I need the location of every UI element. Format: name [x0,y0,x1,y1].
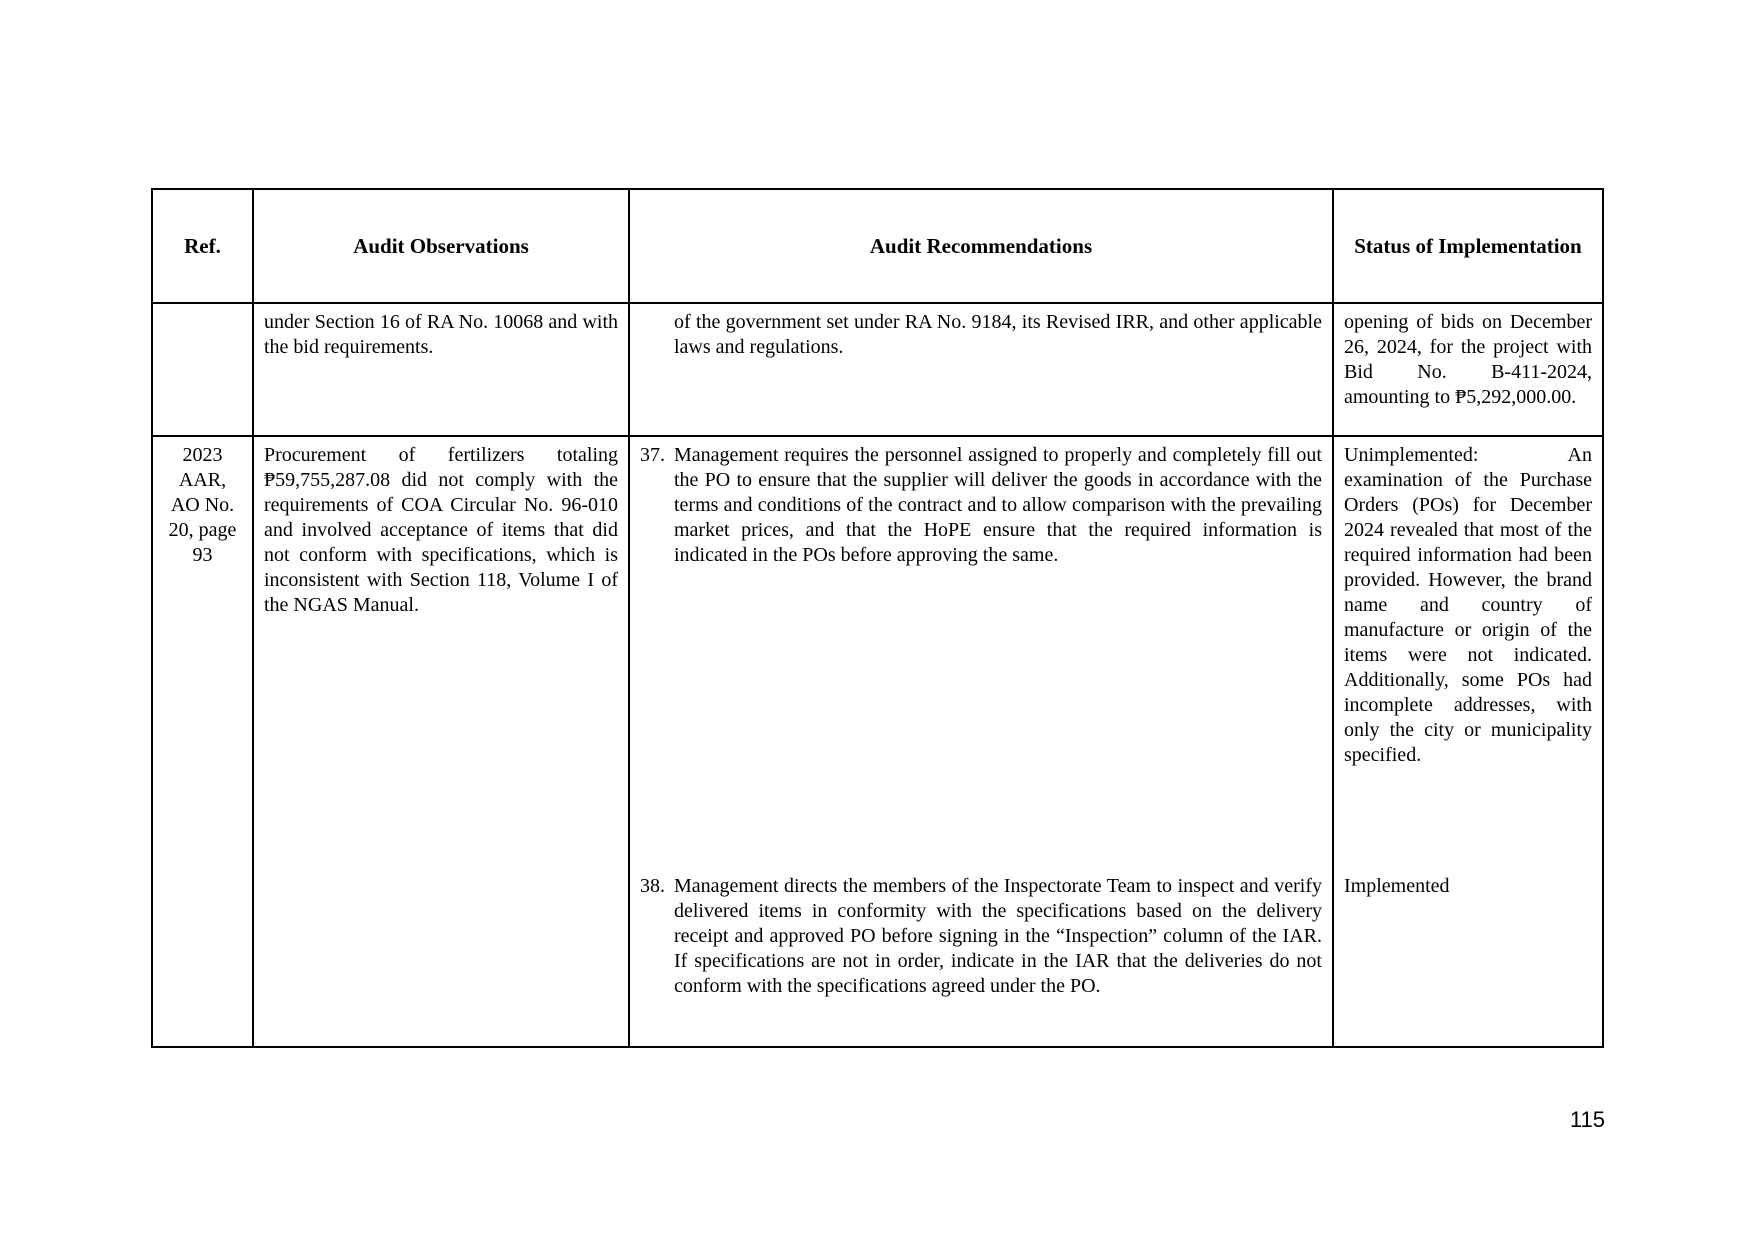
status-unimplemented-text: Unimplemented: An examination of the Purchase Orders (POs) for December 2024 revealed that most of the required information had been provided. However, the brand name and country of manufacture or origin of the items were not indicated. Additionally, some POs had incomplete addresses, with only the city or municipality specified. [1344,444,1592,766]
recommendation-continuation-number [640,310,674,360]
column-header-observations-label: Audit Observations [353,233,529,258]
recommendation-38-number: 38. [640,875,665,897]
column-header-audit-observations [252,190,628,304]
column-header-audit-recommendations [628,190,1332,304]
cell-observation-row1 [252,304,628,437]
observation-row1-text: under Section 16 of RA No. 10068 and with the bid requirements. [264,311,618,358]
recommendation-38-text: Management directs the members of the Inspectorate Team to inspect and verify delivered items in conformity with the specifications based on the delivery receipt and approved PO before signing in the “Inspection” column of the IAR. If specifications are not in order, indicate in the IAR that the deliveries do not conform with the specifications agreed under the PO. [674,875,1322,997]
cell-recommendation-38 [628,868,1332,1046]
cell-recommendation-row1 [628,304,1332,437]
recommendation-continuation [640,310,1322,360]
status-implemented-text: Implemented [1344,875,1450,897]
observation-row2-text: Procurement of fertilizers totaling ₱59,755,287.08 did not comply with the requirements of COA Circular No. 96-010 and involved acceptance of items that did not conform with specifications, which is inconsistent with Section 118, Volume I of the NGAS Manual. [264,444,618,616]
column-header-recommendations-label: Audit Recommendations [869,233,1093,258]
recommendation-37-number: 37. [640,444,665,466]
cell-status-row1 [1332,304,1602,437]
page-number: 115 [1569,1107,1605,1132]
recommendation-continuation-text: of the government set under RA No. 9184, its Revised IRR, and other applicable laws and regulations. [674,311,1322,358]
column-header-status-label: Status of Implementation [1354,233,1582,258]
cell-status-recommendation-37 [1332,437,1602,868]
column-header-status-of-implementation [1332,190,1602,304]
column-header-ref [153,190,252,304]
cell-observation-row2 [252,437,628,1046]
cell-recommendation-37 [628,437,1332,868]
cell-ref-row2 [153,437,252,1046]
ref-row2-text: 2023 AAR, AO No. 20, page 93 [168,444,237,566]
status-row1-text: opening of bids on December 26, 2024, for the project with Bid No. B-411-2024, amounting to ₱5,292,000.00. [1344,311,1592,408]
recommendation-item-38 [640,874,1322,999]
cell-status-recommendation-38 [1332,868,1602,1046]
recommendation-item-37 [640,443,1322,568]
audit-status-table [151,188,1604,1048]
recommendation-37-text: Management requires the personnel assigned to properly and completely fill out the PO to ensure that the supplier will deliver the goods in accordance with the terms and conditions of the contract and to allow comparison with the prevailing market prices, and that the HoPE ensure that the required information is indicated in the POs before approving the same. [674,444,1322,566]
column-header-ref-label: Ref. [184,233,221,258]
cell-ref-row1 [153,304,252,437]
